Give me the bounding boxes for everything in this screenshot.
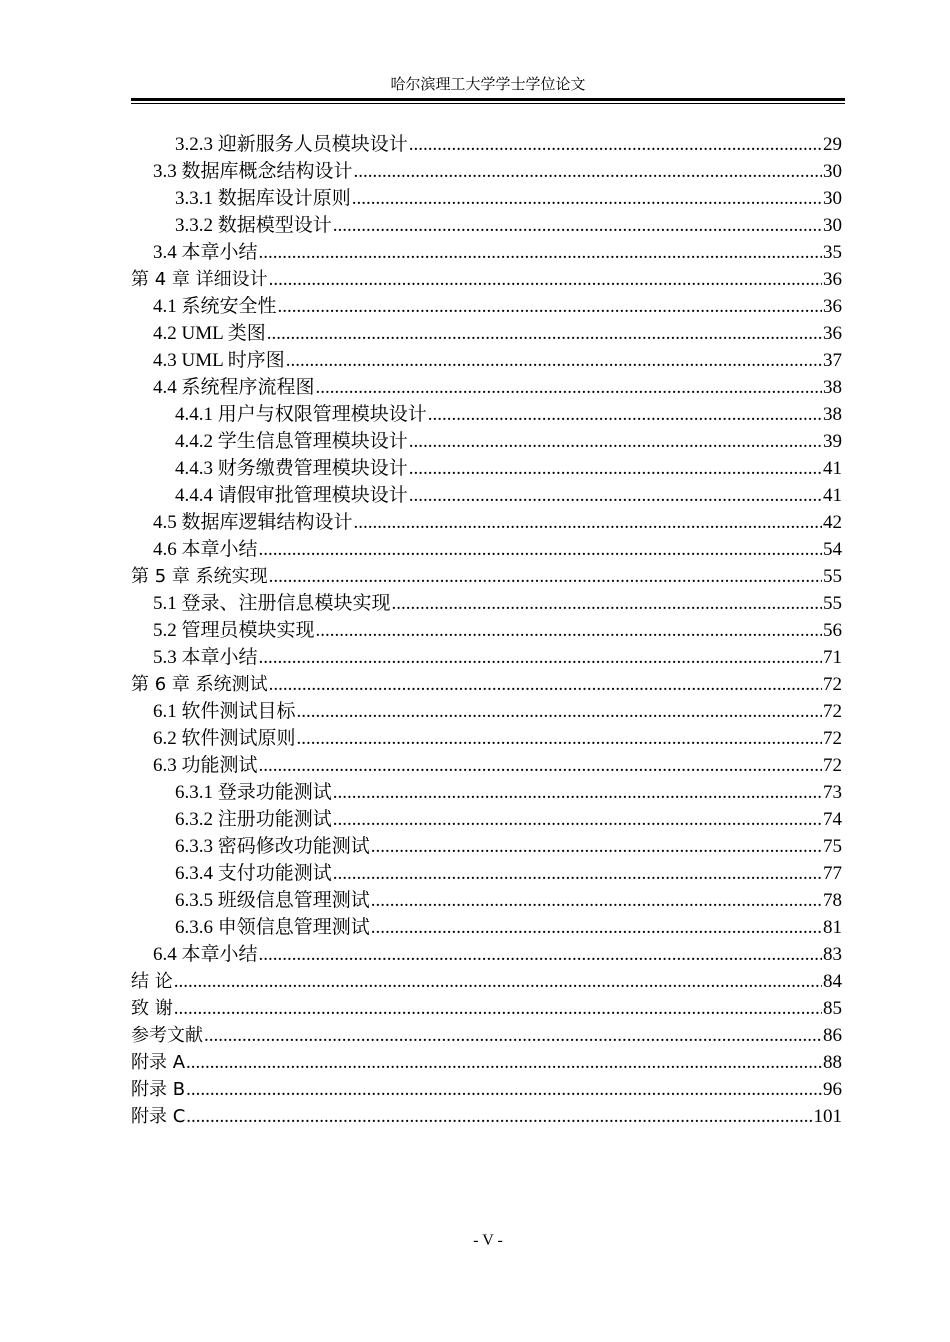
toc-entry-title: 4.4.2 学生信息管理模块设计 (175, 431, 408, 452)
toc-dot-leader (333, 779, 822, 806)
toc-dot-leader (269, 563, 822, 590)
toc-entry-page: 36 (823, 296, 842, 317)
toc-entry-page: 101 (813, 1106, 842, 1127)
toc-entry-page: 36 (823, 323, 842, 344)
toc-entry-title: 4.2 UML 类图 (153, 323, 266, 344)
toc-dot-leader (259, 941, 822, 968)
toc-entry-page: 71 (823, 647, 842, 668)
toc-entry-page: 39 (823, 431, 842, 452)
toc-dot-leader (267, 320, 822, 347)
toc-entry-page: 85 (823, 998, 842, 1019)
toc-entry-page: 74 (823, 809, 842, 830)
toc-dot-leader (354, 509, 822, 536)
toc-entry-page: 38 (823, 404, 842, 425)
toc-entry-title: 6.3.4 支付功能测试 (175, 863, 332, 884)
toc-dot-leader (428, 401, 822, 428)
toc-entry-title: 参考文献 (131, 1025, 203, 1046)
toc-entry-page: 75 (823, 836, 842, 857)
toc-entry-page: 72 (823, 755, 842, 776)
toc-entry[interactable] (131, 617, 842, 644)
toc-entry-title: 6.3.1 登录功能测试 (175, 782, 332, 803)
toc-entry-page: 37 (823, 350, 842, 371)
toc-dot-leader (354, 158, 822, 185)
toc-dot-leader (352, 185, 822, 212)
header-rule-thin (131, 103, 845, 104)
toc-entry-page: 78 (823, 890, 842, 911)
toc-entry-title: 6.4 本章小结 (153, 944, 258, 965)
toc-entry-page: 30 (823, 188, 842, 209)
toc-dot-leader (174, 995, 822, 1022)
toc-entry[interactable] (131, 968, 842, 995)
toc-entry[interactable] (131, 185, 842, 212)
toc-dot-leader (333, 212, 822, 239)
toc-entry[interactable] (131, 833, 842, 860)
toc-entry[interactable] (131, 320, 842, 347)
toc-dot-leader (409, 455, 822, 482)
table-of-contents (131, 131, 842, 1130)
toc-entry[interactable] (131, 212, 842, 239)
toc-entry-title: 3.3 数据库概念结构设计 (153, 161, 353, 182)
toc-entry[interactable] (131, 131, 842, 158)
toc-entry-title: 4.4 系统程序流程图 (153, 377, 315, 398)
toc-entry-page: 35 (823, 242, 842, 263)
toc-entry[interactable] (131, 428, 842, 455)
toc-entry[interactable] (131, 158, 842, 185)
toc-entry-title: 6.3.3 密码修改功能测试 (175, 836, 370, 857)
toc-entry-title: 第 4 章 详细设计 (131, 269, 268, 290)
toc-entry[interactable] (131, 671, 842, 698)
toc-entry[interactable] (131, 941, 842, 968)
toc-entry[interactable] (131, 887, 842, 914)
toc-entry[interactable] (131, 860, 842, 887)
toc-entry[interactable] (131, 725, 842, 752)
toc-entry-page: 86 (823, 1025, 842, 1046)
toc-dot-leader (392, 590, 822, 617)
toc-dot-leader (278, 293, 822, 320)
toc-dot-leader (204, 1022, 822, 1049)
toc-dot-leader (297, 725, 822, 752)
toc-dot-leader (371, 833, 822, 860)
toc-entry[interactable] (131, 509, 842, 536)
toc-dot-leader (286, 347, 822, 374)
toc-entry-page: 72 (823, 674, 842, 695)
toc-dot-leader (371, 887, 822, 914)
toc-entry-page: 83 (823, 944, 842, 965)
toc-dot-leader (259, 536, 822, 563)
toc-entry-page: 38 (823, 377, 842, 398)
toc-entry-title: 3.2.3 迎新服务人员模块设计 (175, 134, 408, 155)
toc-entry[interactable] (131, 698, 842, 725)
toc-dot-leader (409, 131, 822, 158)
toc-entry-title: 5.3 本章小结 (153, 647, 258, 668)
toc-entry[interactable] (131, 995, 842, 1022)
toc-entry-title: 4.4.4 请假审批管理模块设计 (175, 485, 408, 506)
toc-entry-title: 5.2 管理员模块实现 (153, 620, 315, 641)
page-number: - V - (473, 1232, 503, 1249)
toc-dot-leader (186, 1049, 822, 1076)
toc-entry-title: 4.5 数据库逻辑结构设计 (153, 512, 353, 533)
toc-entry[interactable] (131, 455, 842, 482)
toc-entry-page: 56 (823, 620, 842, 641)
toc-entry[interactable] (131, 266, 842, 293)
toc-entry-title: 4.3 UML 时序图 (153, 350, 285, 371)
toc-entry-title: 6.1 软件测试目标 (153, 701, 296, 722)
toc-entry[interactable] (131, 401, 842, 428)
toc-entry-page: 55 (823, 566, 842, 587)
toc-entry[interactable] (131, 482, 842, 509)
toc-dot-leader (269, 671, 822, 698)
toc-entry-title: 3.3.1 数据库设计原则 (175, 188, 351, 209)
toc-entry-page: 88 (823, 1052, 842, 1073)
toc-entry-title: 4.1 系统安全性 (153, 296, 277, 317)
toc-entry-title: 致 谢 (131, 998, 173, 1019)
toc-dot-leader (269, 266, 822, 293)
toc-entry-page: 54 (823, 539, 842, 560)
toc-entry-title: 4.4.3 财务缴费管理模块设计 (175, 458, 408, 479)
toc-dot-leader (333, 806, 822, 833)
toc-entry[interactable] (131, 563, 842, 590)
toc-entry-page: 42 (823, 512, 842, 533)
toc-entry-page: 72 (823, 701, 842, 722)
toc-entry-title: 附录 B (131, 1079, 186, 1100)
toc-entry[interactable] (131, 293, 842, 320)
toc-entry[interactable] (131, 347, 842, 374)
toc-entry-page: 41 (823, 458, 842, 479)
toc-entry-page: 84 (823, 971, 842, 992)
toc-entry-page: 73 (823, 782, 842, 803)
toc-entry-page: 36 (823, 269, 842, 290)
toc-entry-page: 30 (823, 215, 842, 236)
toc-dot-leader (259, 239, 822, 266)
toc-entry-title: 结 论 (131, 971, 173, 992)
toc-dot-leader (333, 860, 822, 887)
toc-entry[interactable] (131, 1022, 842, 1049)
toc-entry[interactable] (131, 374, 842, 401)
toc-entry-title: 6.3.6 申领信息管理测试 (175, 917, 370, 938)
toc-dot-leader (259, 644, 822, 671)
toc-entry[interactable] (131, 752, 842, 779)
toc-entry-title: 6.3.2 注册功能测试 (175, 809, 332, 830)
toc-entry-title: 第 5 章 系统实现 (131, 566, 268, 587)
toc-entry-page: 30 (823, 161, 842, 182)
toc-entry[interactable] (131, 779, 842, 806)
toc-entry-page: 55 (823, 593, 842, 614)
toc-entry[interactable] (131, 590, 842, 617)
toc-entry-title: 6.2 软件测试原则 (153, 728, 296, 749)
header-rule-thick (131, 98, 845, 101)
toc-entry[interactable] (131, 239, 842, 266)
toc-entry-title: 4.6 本章小结 (153, 539, 258, 560)
toc-entry-title: 第 6 章 系统测试 (131, 674, 268, 695)
toc-entry[interactable] (131, 1049, 842, 1076)
toc-entry[interactable] (131, 536, 842, 563)
toc-dot-leader (186, 1076, 822, 1103)
toc-entry-page: 96 (823, 1079, 842, 1100)
toc-entry[interactable] (131, 914, 842, 941)
toc-dot-leader (409, 428, 822, 455)
toc-dot-leader (259, 752, 822, 779)
toc-entry-title: 6.3 功能测试 (153, 755, 258, 776)
toc-entry-page: 81 (823, 917, 842, 938)
toc-entry-title: 4.4.1 用户与权限管理模块设计 (175, 404, 427, 425)
toc-dot-leader (371, 914, 822, 941)
toc-dot-leader (409, 482, 822, 509)
toc-entry[interactable] (131, 1076, 842, 1103)
toc-entry-page: 72 (823, 728, 842, 749)
toc-entry-title: 附录 A (131, 1052, 186, 1073)
toc-dot-leader (316, 374, 822, 401)
toc-entry[interactable] (131, 1103, 842, 1130)
toc-entry-title: 附录 C (131, 1106, 186, 1127)
toc-dot-leader (174, 968, 822, 995)
toc-entry-page: 29 (823, 134, 842, 155)
toc-entry-page: 77 (823, 863, 842, 884)
toc-entry-page: 41 (823, 485, 842, 506)
toc-dot-leader (297, 698, 822, 725)
toc-entry[interactable] (131, 806, 842, 833)
toc-entry-title: 3.4 本章小结 (153, 242, 258, 263)
toc-entry[interactable] (131, 644, 842, 671)
toc-dot-leader (316, 617, 822, 644)
toc-entry-title: 3.3.2 数据模型设计 (175, 215, 332, 236)
toc-entry-title: 6.3.5 班级信息管理测试 (175, 890, 370, 911)
toc-entry-title: 5.1 登录、注册信息模块实现 (153, 593, 391, 614)
toc-dot-leader (186, 1103, 812, 1130)
page-header-title: 哈尔滨理工大学学士学位论文 (390, 77, 586, 93)
